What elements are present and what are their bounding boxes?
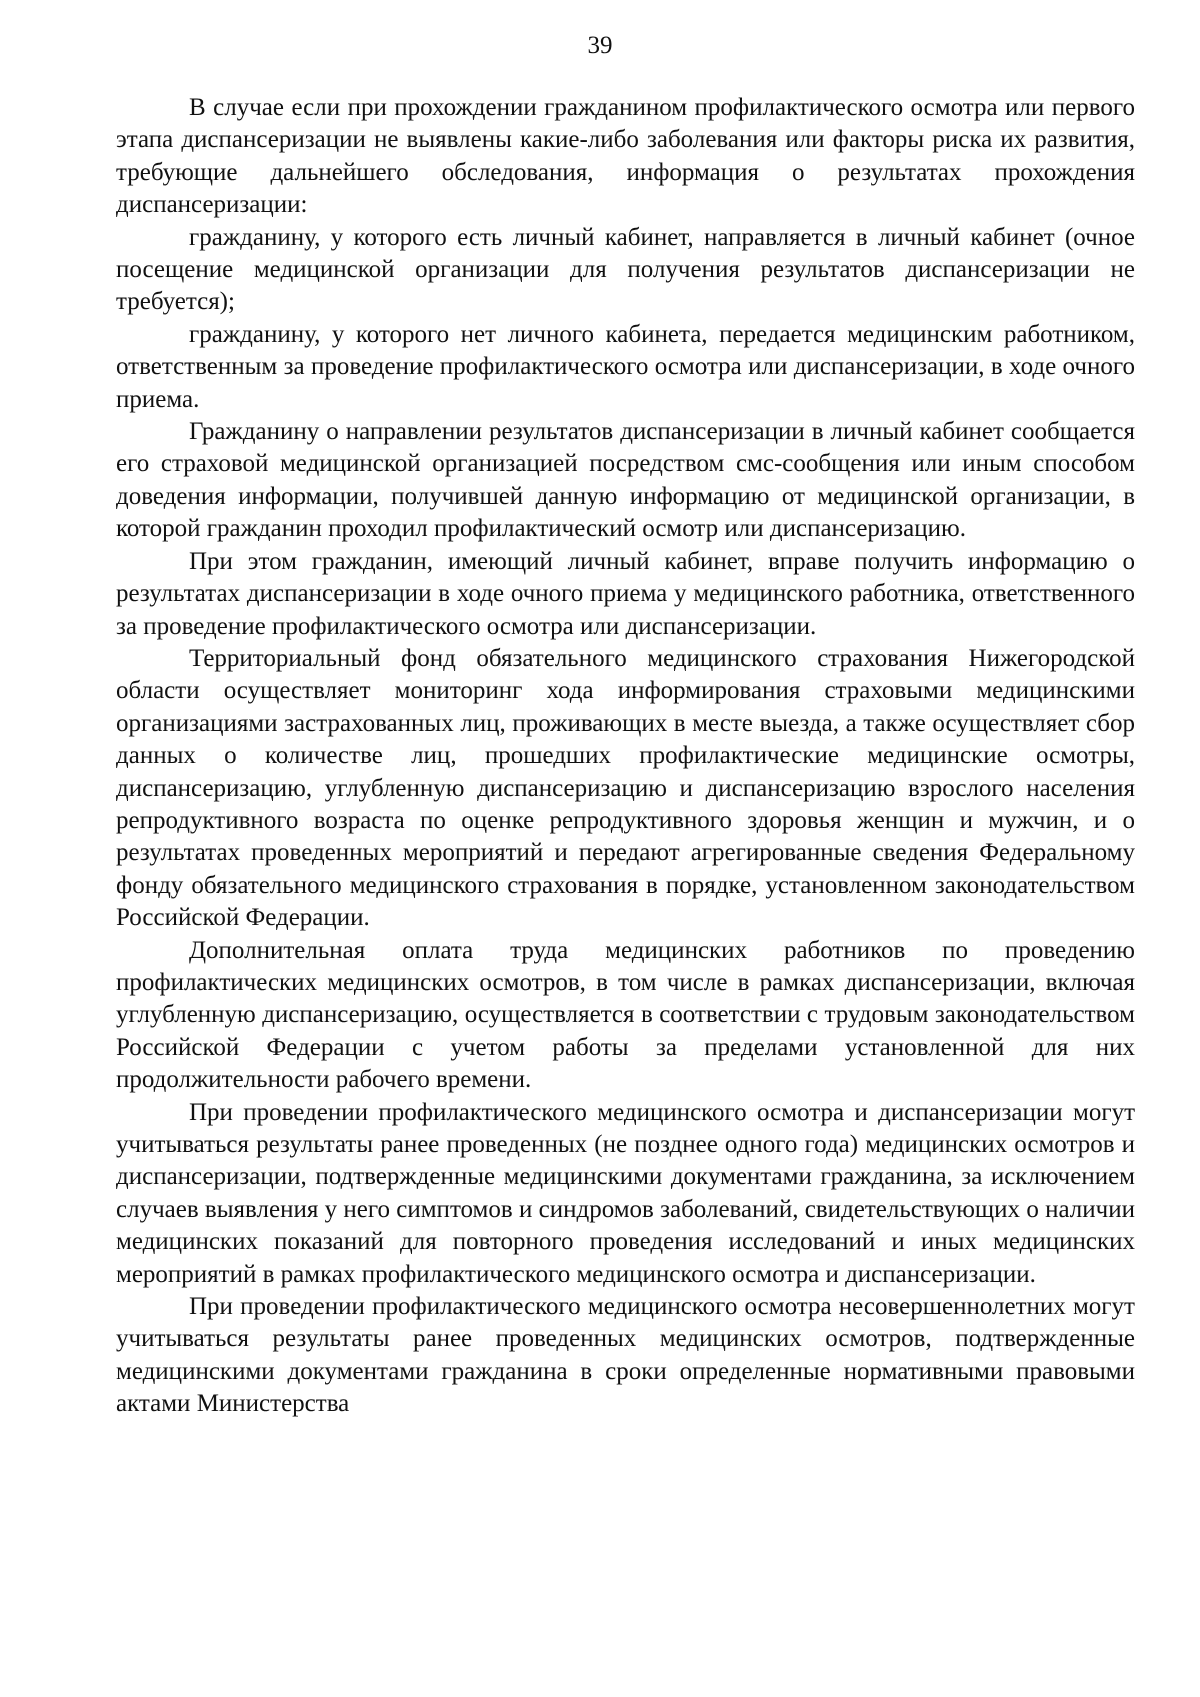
document-body [116, 92, 1135, 1421]
paragraph-results-info: В случае если при прохождении гражданином профилактического осмотра или первого этапа диспансеризации не выявлены какие-либо заболевания или факторы риска их развития, требующие дальнейшего обследования, информация о результатах прохождения диспансеризации: [116, 94, 1135, 219]
paragraph-in-person-results: При этом гражданин, имеющий личный кабинет, вправе получить информацию о результатах диспансеризации в ходе очного приема у медицинского работника, ответственного за проведение профилактического осмотра или диспансеризации. [116, 547, 1135, 640]
paragraph-notification: Гражданину о направлении результатов диспансеризации в личный кабинет сообщается его страховой медицинской организацией посредством смс-сообщения или иным способом доведения информации, получившей данную информацию от медицинской организации, в которой гражданин проходил профилактический осмотр или диспансеризацию. [116, 418, 1135, 543]
paragraph-citizen-without-cabinet: гражданину, у которого нет личного кабинета, передается медицинским работником, ответственным за проведение профилактического осмотра или диспансеризации, в ходе очного приема. [116, 320, 1135, 413]
page-number: 39 [587, 32, 613, 59]
paragraph-citizen-with-cabinet: гражданину, у которого есть личный кабинет, направляется в личный кабинет (очное посещение медицинской организации для получения результатов диспансеризации не требуется); [116, 223, 1135, 316]
paragraph-additional-pay: Дополнительная оплата труда медицинских работников по проведению профилактических медицинских осмотров, в том числе в рамках диспансеризации, включая углубленную диспансеризацию, осуществляется в соответствии с трудовым законодательством Российской Федерации с учетом работы за пределами установленной для них продолжительности рабочего времени. [116, 936, 1135, 1094]
paragraph-minors: При проведении профилактического медицинского осмотра несовершеннолетних могут учитываться результаты ранее проведенных медицинских осмотров, подтвержденные медицинскими документами гражданина в сроки определенные нормативными правовыми актами Министерства [116, 1293, 1135, 1418]
paragraph-territorial-fund: Территориальный фонд обязательного медицинского страхования Нижегородской области осуществляет мониторинг хода информирования страховыми медицинскими организациями застрахованных лиц, проживающих в месте выезда, а также осуществляет сбор данных о количестве лиц, прошедших профилактические медицинские осмотры, диспансеризацию, углубленную диспансеризацию и диспансеризацию взрослого населения репродуктивного возраста по оценке репродуктивного здоровья женщин и мужчин, и о результатах проведенных мероприятий и передают агрегированные сведения Федеральному фонду обязательного медицинского страхования в порядке, установленном законодательством Российской Федерации. [116, 644, 1135, 932]
paragraph-prior-results: При проведении профилактического медицинского осмотра и диспансеризации могут учитываться результаты ранее проведенных (не позднее одного года) медицинских осмотров и диспансеризации, подтвержденные медицинскими документами гражданина, за исключением случаев выявления у него симптомов и синдромов заболеваний, свидетельствующих о наличии медицинских показаний для повторного проведения исследований и иных медицинских мероприятий в рамках профилактического медицинского осмотра и диспансеризации. [116, 1098, 1135, 1288]
